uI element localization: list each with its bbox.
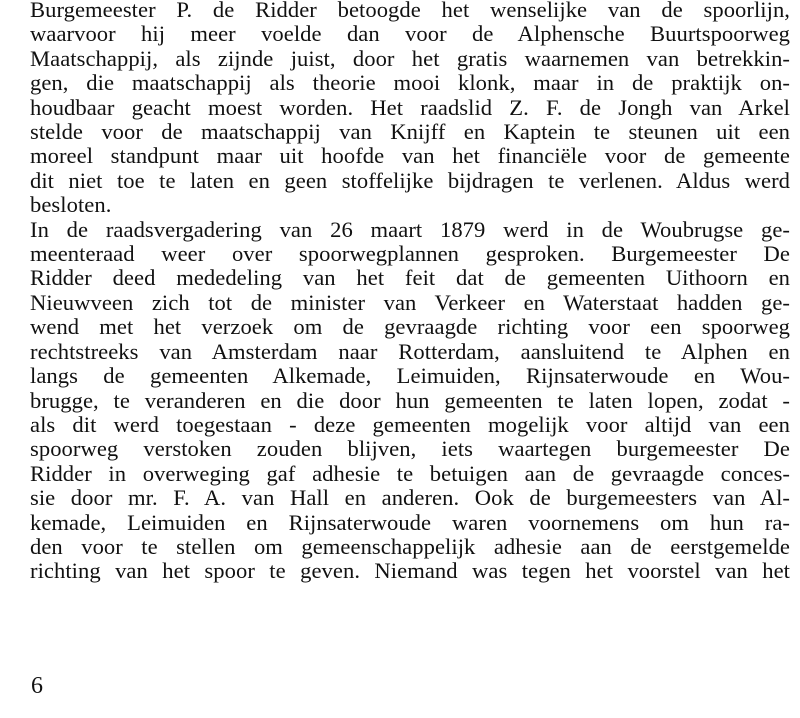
text-line: Ridder deed mededeling van het feit dat de gemeenten Uithoorn en xyxy=(30,265,790,291)
text-line: In de raadsvergadering van 26 maart 1879 werd in de Woubrugse ge- xyxy=(30,216,790,242)
text-line: rechtstreeks van Amsterdam naar Rotterdam, aansluitend te Alphen en xyxy=(30,338,790,364)
text-line: Maatschappij, als zijnde juist, door het gratis waarnemen van betrekkin- xyxy=(30,45,790,71)
text-line: spoorweg verstoken zouden blijven, iets waartegen burgemeester De xyxy=(30,436,790,462)
text-line: houdbaar geacht moest worden. Het raadslid Z. F. de Jongh van Arkel xyxy=(30,94,790,120)
text-line: gen, die maatschappij als theorie mooi klonk, maar in de praktijk on- xyxy=(30,70,790,96)
text-line: sie door mr. F. A. van Hall en anderen. Ook de burgemeesters van Al- xyxy=(30,485,790,511)
text-line: meenteraad weer over spoorwegplannen gesproken. Burgemeester De xyxy=(30,241,790,267)
text-line: richting van het spoor te geven. Niemand was tegen het voorstel van het xyxy=(30,558,790,584)
text-line: Burgemeester P. de Ridder betoogde het wenselijke van de spoorlijn, xyxy=(30,0,790,22)
body-text xyxy=(30,0,790,584)
text-line: den voor te stellen om gemeenschappelijk adhesie aan de eerstgemelde xyxy=(30,533,790,559)
text-line: Nieuwveen zich tot de minister van Verkeer en Waterstaat hadden ge- xyxy=(30,289,790,315)
text-line: Ridder in overweging gaf adhesie te betuigen aan de gevraagde conces- xyxy=(30,460,790,486)
text-line: stelde voor de maatschappij van Knijff en Kaptein te steunen uit een xyxy=(30,119,790,145)
text-line: wend met het verzoek om de gevraagde richting voor een spoorweg xyxy=(30,314,790,340)
text-line: brugge, te veranderen en die door hun gemeenten te laten lopen, zodat - xyxy=(30,387,790,413)
text-line: langs de gemeenten Alkemade, Leimuiden, Rijnsaterwoude en Wou- xyxy=(30,363,790,389)
text-line: dit niet toe te laten en geen stoffelijke bijdragen te verlenen. Aldus werd xyxy=(30,167,790,193)
text-line: waarvoor hij meer voelde dan voor de Alphensche Buurtspoorweg xyxy=(30,21,790,47)
text-line: moreel standpunt maar uit hoofde van het financiële voor de gemeente xyxy=(30,143,790,169)
page-number: 6 xyxy=(31,673,43,699)
text-line: kemade, Leimuiden en Rijnsaterwoude waren voornemens om hun ra- xyxy=(30,509,790,535)
text-line: als dit werd toegestaan - deze gemeenten mogelijk voor altijd van een xyxy=(30,411,790,437)
text-line-paragraph-end: besloten. xyxy=(30,192,112,218)
